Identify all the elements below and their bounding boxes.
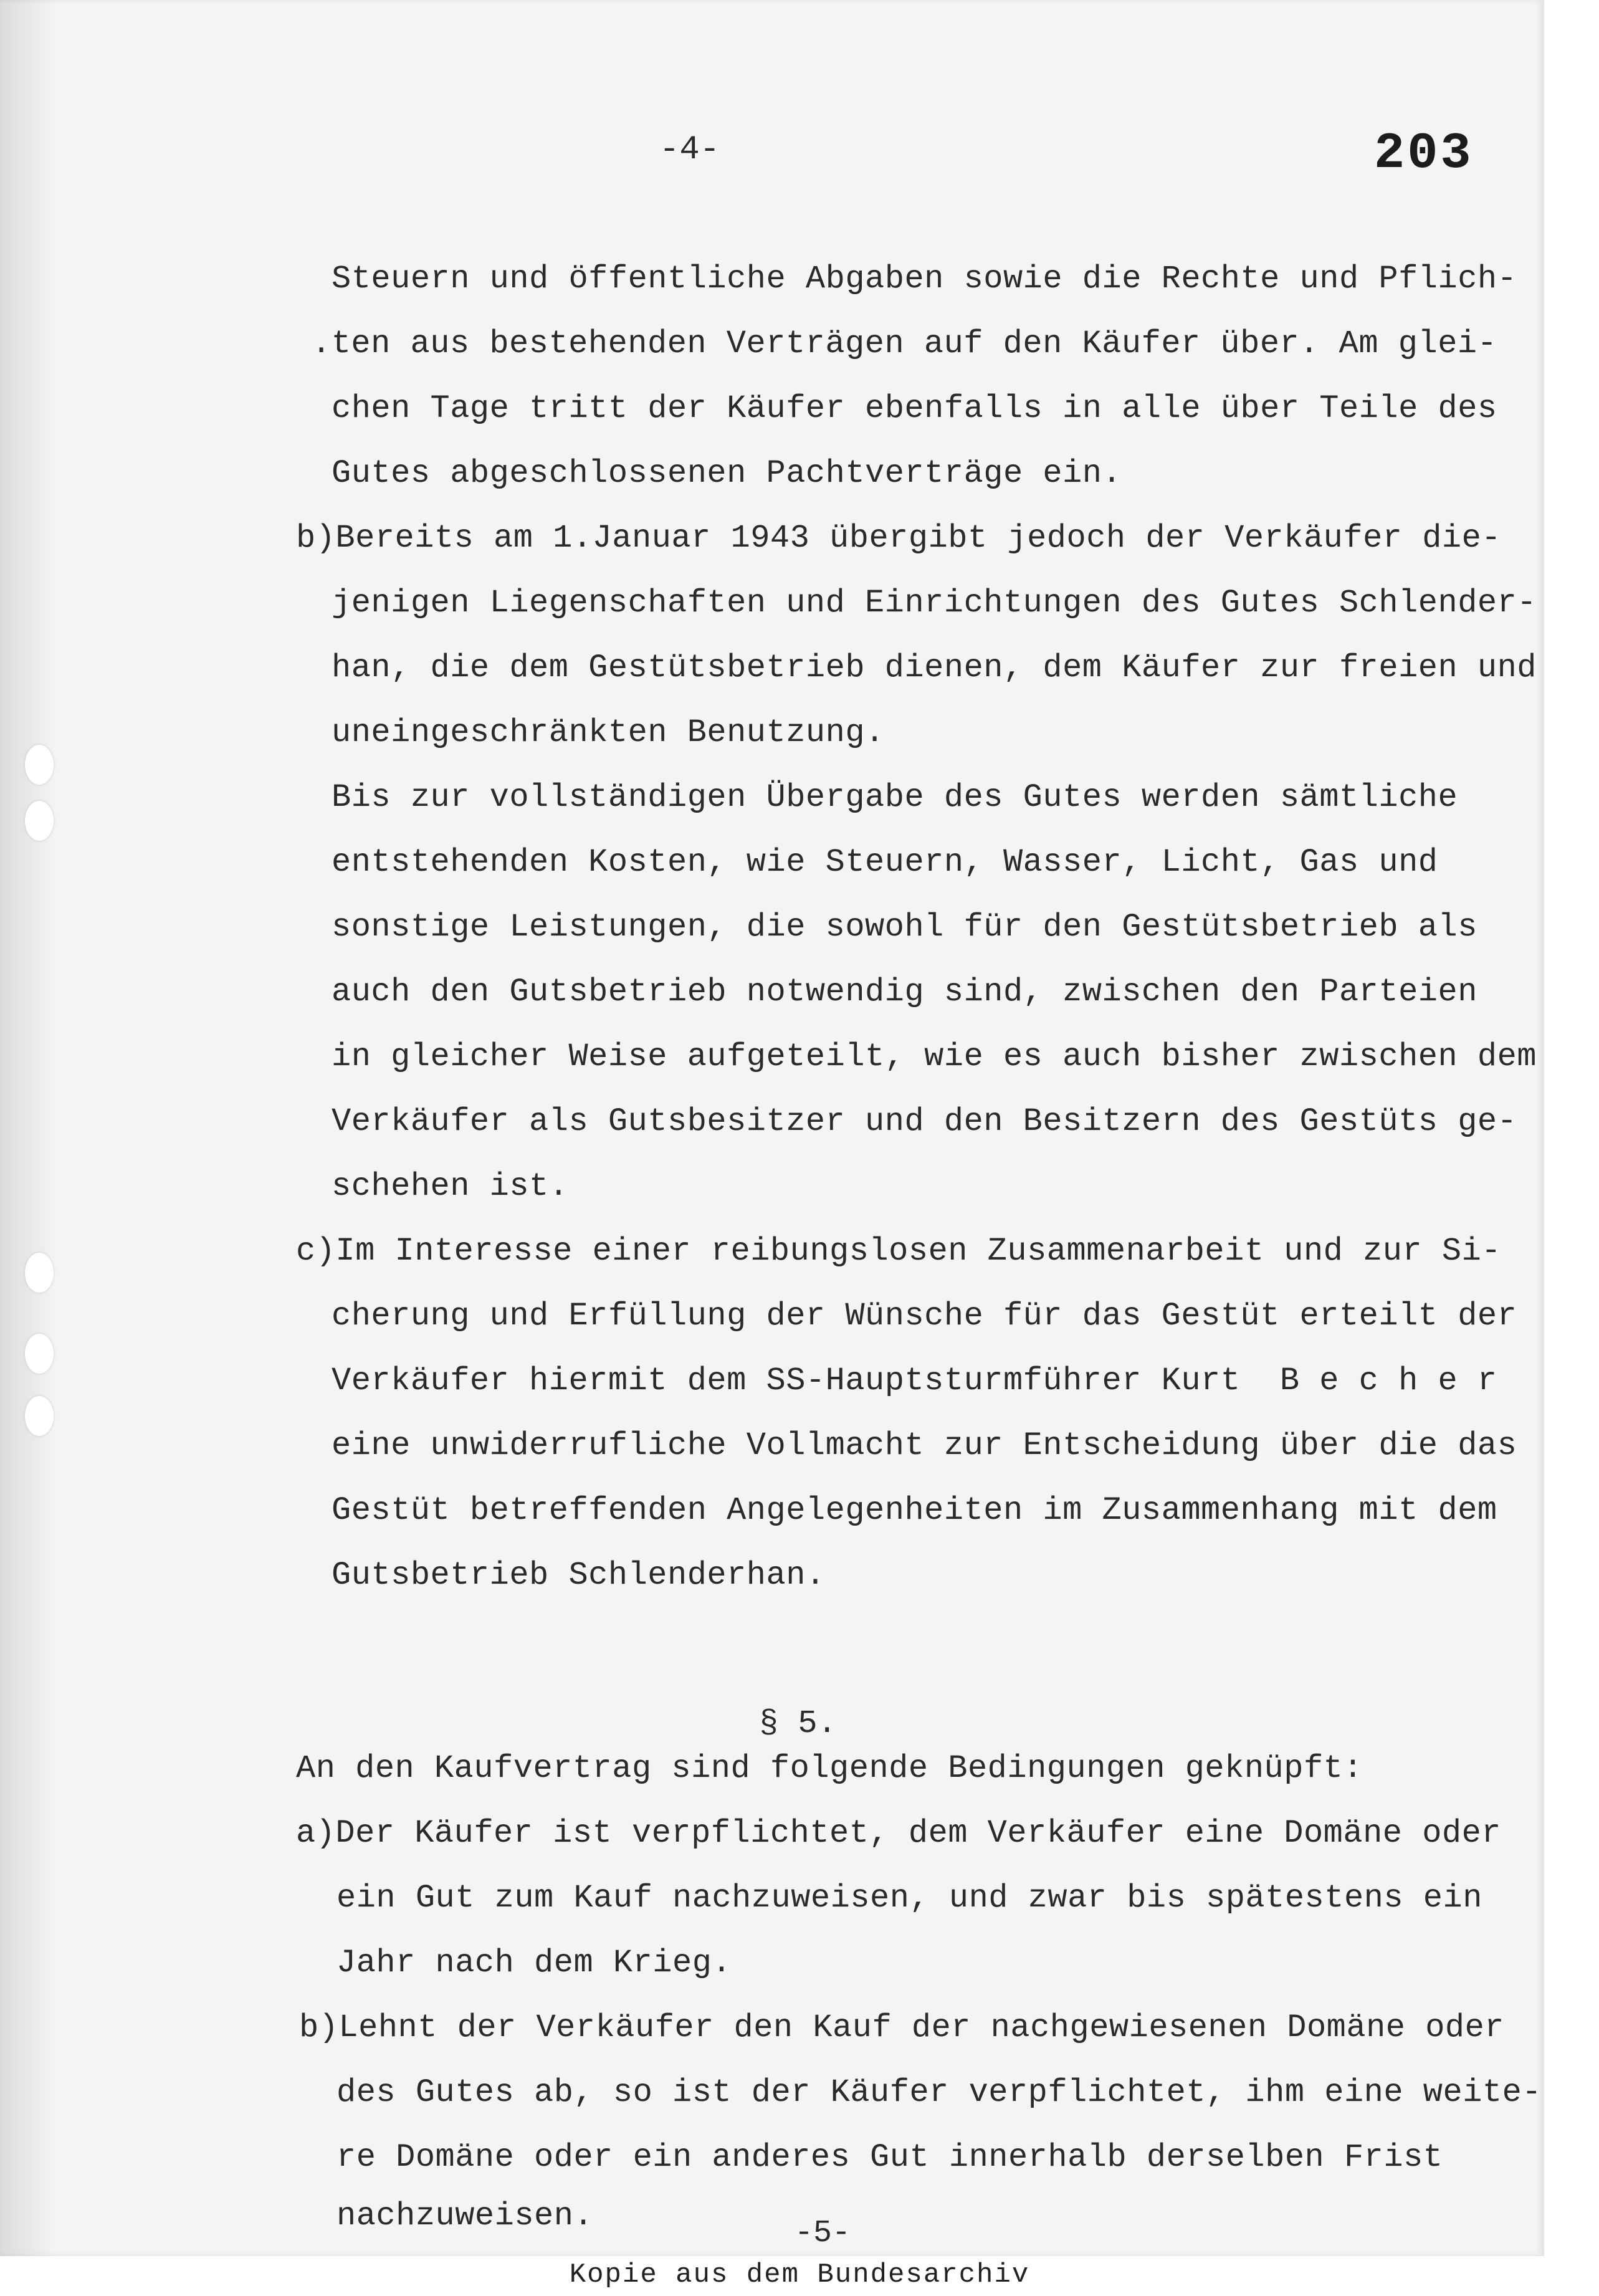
section-line: Jahr nach dem Krieg. [337,1944,732,1981]
body-line: Verkäufer hiermit dem SS-Hauptsturmführer Kurt B e c h e r [332,1362,1497,1399]
body-line: Gutsbetrieb Schlenderhan. [332,1557,826,1594]
body-line: .ten aus bestehenden Verträgen auf den Käufer über. Am glei- [312,325,1497,362]
punch-hole [25,1396,54,1436]
section-line: An den Kaufvertrag sind folgende Bedingungen geknüpft: [296,1750,1363,1787]
section-line: b)Lehnt der Verkäufer den Kauf der nachgewiesenen Domäne oder [299,2009,1505,2046]
punch-hole [25,1253,54,1293]
body-line: Bis zur vollständigen Übergabe des Gutes werden sämtliche [332,779,1458,816]
body-line: han, die dem Gestütsbetrieb dienen, dem Käufer zur freien und [332,649,1537,686]
body-line: Gutes abgeschlossenen Pachtverträge ein. [332,455,1122,492]
section-line: a)Der Käufer ist verpflichtet, dem Verkäufer eine Domäne oder [296,1815,1502,1852]
section-line: des Gutes ab, so ist der Käufer verpflichtet, ihm eine weite- [337,2074,1542,2111]
body-line: jenigen Liegenschaften und Einrichtungen des Gutes Schlender- [332,585,1537,621]
body-line: chen Tage tritt der Käufer ebenfalls in alle über Teile des [332,390,1497,427]
section-line: ein Gut zum Kauf nachzuweisen, und zwar bis spätestens ein [337,1880,1482,1916]
punch-hole [25,801,54,841]
body-line: cherung und Erfüllung der Wünsche für das Gestüt erteilt der [332,1298,1517,1334]
section-line: re Domäne oder ein anderes Gut innerhalb derselben Frist [337,2139,1443,2176]
next-page-number: -5- [795,2216,851,2251]
body-line: auch den Gutsbetrieb notwendig sind, zwischen den Parteien [332,973,1477,1010]
body-line: Gestüt betreffenden Angelegenheiten im Zusammenhang mit dem [332,1492,1497,1529]
body-line: sonstige Leistungen, die sowohl für den Gestütsbetrieb als [332,909,1477,945]
page-number: -4- [659,131,720,169]
archive-footer: Kopie aus dem Bundesarchiv [569,2259,1030,2290]
body-line: in gleicher Weise aufgeteilt, wie es auch bisher zwischen dem [332,1038,1537,1075]
body-line: b)Bereits am 1.Januar 1943 übergibt jedoch der Verkäufer die- [296,520,1502,557]
body-line: uneingeschränkten Benutzung. [332,714,885,751]
body-line: eine unwiderrufliche Vollmacht zur Entscheidung über die das [332,1427,1517,1464]
body-line: entstehenden Kosten, wie Steuern, Wasser, Licht, Gas und [332,844,1438,881]
folio-number: 203 [1374,125,1474,183]
body-line: Steuern und öffentliche Abgaben sowie die Rechte und Pflich- [332,261,1517,297]
punch-hole [25,1334,54,1374]
body-line: c)Im Interesse einer reibungslosen Zusammenarbeit und zur Si- [296,1233,1502,1270]
body-line: schehen ist. [332,1168,569,1205]
punch-hole [25,745,54,785]
body-line: Verkäufer als Gutsbesitzer und den Besitzern des Gestüts ge- [332,1103,1517,1140]
section-line: nachzuweisen. [337,2198,594,2234]
section-heading: § 5. [759,1705,837,1742]
